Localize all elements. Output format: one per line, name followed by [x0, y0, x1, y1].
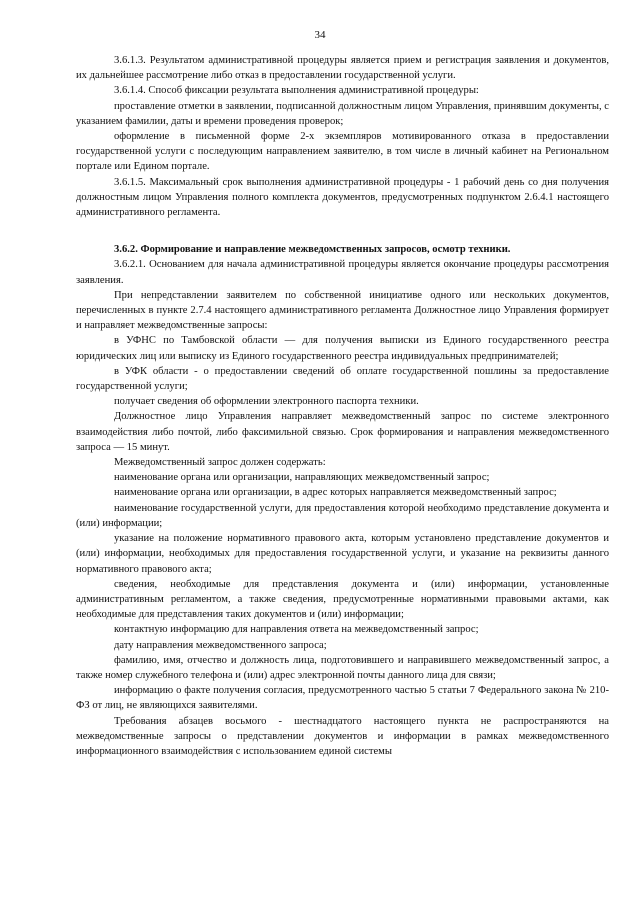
page-number: 34 [314, 29, 326, 41]
paragraph: Межведомственный запрос должен содержать: [114, 457, 326, 469]
paragraph: 3.6.2.1. Основанием для начала административной процедуры является окончание процедуры рассмотрения заявления. [76, 259, 609, 286]
paragraph: контактную информацию для направления ответа на межведомственный запрос; [114, 624, 479, 636]
paragraph: в УФК области - о предоставлении сведений об оплате государственной пошлины за предоставление государственной услуги; [76, 365, 609, 393]
paragraph: наименование государственной услуги, для предоставления которой необходимо представление документа и (или) информации; [76, 502, 609, 529]
paragraph: указание на положение нормативного правового акта, которым установлено представление документов и (или) информации, необходимых для предоставления государственной услуги, и указание на реквизиты данного нормативного правового акта; [76, 533, 609, 575]
paragraph: получает сведения об оформлении электронного паспорта техники. [114, 396, 419, 408]
paragraph: оформление в письменной форме 2-х экземпляров мотивированного отказа в предоставлении государственной услуги с последующим направлением заявителю, в том числе в личный кабинет на Региональном портале или Едином портале. [76, 131, 609, 173]
paragraph: в УФНС по Тамбовской области — для получения выписки из Единого государственного реестра юридических лиц или выписку из Единого государственного реестра индивидуальных предпринимателей; [76, 335, 609, 362]
paragraph: информацию о факте получения согласия, предусмотренного частью 5 статьи 7 Федерального закона № 210-ФЗ от лиц, не являющихся заявителями. [76, 685, 609, 712]
paragraph: проставление отметки в заявлении, подписанной должностным лицом Управления, принявшим документы, с указанием фамилии, даты и времени проведения проверок; [76, 100, 609, 127]
paragraph: 3.6.1.4. Способ фиксации результата выполнения административной процедуры: [114, 85, 479, 97]
paragraph: Должностное лицо Управления направляет межведомственный запрос по системе электронного взаимодействия либо почтой, либо факсимильной связью. Срок формирования и направления межведомственного запроса — 15 минут. [76, 411, 609, 453]
paragraph: 3.6.1.5. Максимальный срок выполнения административной процедуры - 1 рабочий день со дня получения должностным лицом Управления полного комплекта документов, предусмотренных подпунктом 2.6.4.1 настоящего административного регламента. [76, 176, 609, 219]
paragraph: наименование органа или организации, в адрес которых направляется межведомственный запрос; [114, 487, 557, 499]
paragraph: дату направления межведомственного запроса; [114, 639, 327, 651]
section-heading: 3.6.2. Формирование и направление межведомственных запросов, осмотр техники. [114, 244, 511, 256]
paragraph: сведения, необходимые для представления документа и (или) информации, установленные административным регламентом, а также сведения, предусмотренные нормативными правовыми актами, как необходимые для представления таких документов и (или) информации; [76, 578, 609, 621]
paragraph: Требования абзацев восьмого - шестнадцатого настоящего пункта не распространяются на межведомственные запросы о представлении документов и информации в рамках межведомственного информационного взаимодействия с использованием единой системы [76, 715, 609, 757]
paragraph: 3.6.1.3. Результатом административной процедуры является прием и регистрация заявления и документов, их дальнейшее рассмотрение либо отказ в предоставлении государственной услуги. [76, 55, 609, 82]
paragraph: фамилию, имя, отчество и должность лица, подготовившего и направившего межведомственный запрос, а также номер служебного телефона и (или) адрес электронной почты данного лица для связи; [76, 654, 609, 681]
document-body [76, 53, 609, 759]
paragraph: При непредставлении заявителем по собственной инициативе одного или нескольких документов, перечисленных в пункте 2.7.4 настоящего административного регламента Должностное лицо Управления формирует и направляет межведомственные запросы: [76, 289, 609, 332]
paragraph: наименование органа или организации, направляющих межведомственный запрос; [114, 472, 490, 484]
